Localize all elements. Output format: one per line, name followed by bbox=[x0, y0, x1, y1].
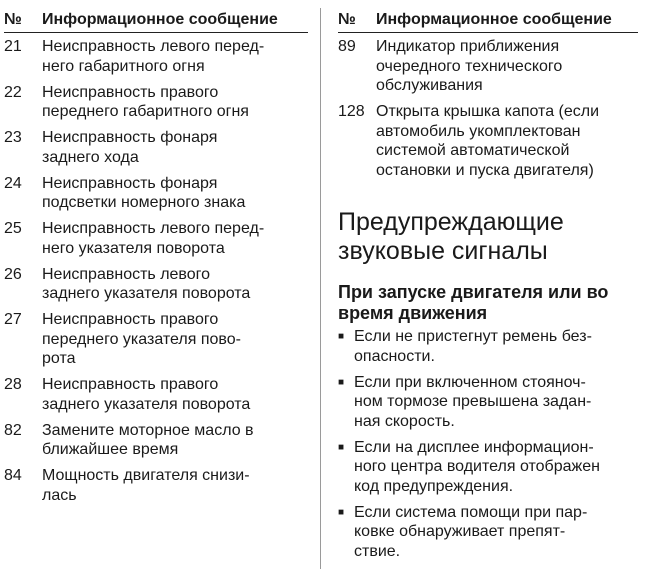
bullet-square-icon: ■ bbox=[338, 331, 345, 342]
bullet-square-icon: ■ bbox=[338, 376, 345, 388]
table-row bbox=[4, 265, 308, 304]
header-num: № bbox=[4, 11, 22, 28]
row-message: Неисправность фонаря подсветки номерного знака bbox=[42, 174, 246, 211]
row-number: 21 bbox=[4, 38, 22, 55]
bullet-list bbox=[338, 327, 638, 561]
row-message: Индикатор приближения очередного технического обслуживания bbox=[376, 38, 563, 94]
bullet-text: Если на дисплее информацион- ного центра водителя отображен код предупреждения. bbox=[354, 438, 600, 495]
message-list bbox=[4, 37, 308, 505]
table-row bbox=[4, 219, 308, 258]
row-message: Неисправность левого перед- него указателя поворота bbox=[42, 220, 265, 257]
row-message: Неисправность фонаря заднего хода bbox=[42, 129, 218, 166]
header-message: Информационное сообщение bbox=[42, 11, 278, 28]
table-row bbox=[4, 310, 308, 369]
bullet-square-icon: ■ bbox=[338, 506, 345, 518]
table-row bbox=[4, 83, 308, 122]
row-number: 23 bbox=[4, 129, 22, 146]
row-number: 82 bbox=[4, 421, 22, 439]
row-message: Мощность двигателя снизи- лась bbox=[42, 467, 250, 504]
list-item bbox=[338, 373, 638, 432]
row-number: 28 bbox=[4, 376, 22, 393]
row-number: 24 bbox=[4, 174, 22, 192]
list-item bbox=[338, 327, 638, 366]
row-number: 22 bbox=[4, 83, 22, 101]
list-item bbox=[338, 503, 638, 562]
table-row bbox=[4, 466, 308, 505]
table-row bbox=[338, 37, 638, 96]
right-column bbox=[338, 10, 638, 568]
table-row bbox=[4, 37, 308, 76]
header-num: № bbox=[338, 11, 356, 28]
row-number: 25 bbox=[4, 220, 22, 237]
row-message: Неисправность правого переднего габаритного огня bbox=[42, 83, 249, 120]
table-header bbox=[4, 10, 308, 33]
table-header bbox=[338, 10, 638, 33]
bullet-square-icon: ■ bbox=[338, 441, 345, 453]
row-number: 26 bbox=[4, 265, 22, 283]
table-row bbox=[4, 128, 308, 167]
table-row bbox=[338, 102, 638, 180]
bullet-text: Если система помощи при пар- ковке обнаруживает препят- ствие. bbox=[354, 503, 588, 560]
row-message: Замените моторное масло в ближайшее время bbox=[42, 421, 254, 458]
header-message: Информационное сообщение bbox=[376, 11, 612, 28]
row-number: 89 bbox=[338, 38, 356, 55]
column-divider bbox=[320, 8, 321, 569]
row-message: Неисправность правого переднего указателя пово- рота bbox=[42, 311, 241, 367]
row-number: 84 bbox=[4, 467, 22, 484]
table-row bbox=[4, 174, 308, 213]
row-message: Неисправность правого заднего указателя поворота bbox=[42, 376, 251, 413]
row-number: 128 bbox=[338, 103, 365, 120]
table-row bbox=[4, 421, 308, 460]
row-message: Неисправность левого перед- него габаритного огня bbox=[42, 38, 265, 75]
bullet-text: Если не пристегнут ремень без- опасности. bbox=[354, 328, 592, 365]
subsection-title: При запуске двигателя или во время движения bbox=[338, 282, 609, 323]
section-title: Предупреждающие звуковые сигналы bbox=[338, 208, 564, 265]
row-message: Неисправность левого заднего указателя поворота bbox=[42, 265, 251, 302]
row-number: 27 bbox=[4, 311, 22, 328]
row-message: Открыта крышка капота (если автомобиль укомплектован системой автоматической остановки и пуска двигателя) bbox=[376, 103, 600, 179]
bullet-text: Если при включенном стояноч- ном тормозе превышена задан- ная скорость. bbox=[354, 373, 592, 430]
table-row bbox=[4, 375, 308, 414]
left-column bbox=[4, 10, 308, 512]
message-list bbox=[338, 37, 638, 180]
list-item bbox=[338, 438, 638, 497]
